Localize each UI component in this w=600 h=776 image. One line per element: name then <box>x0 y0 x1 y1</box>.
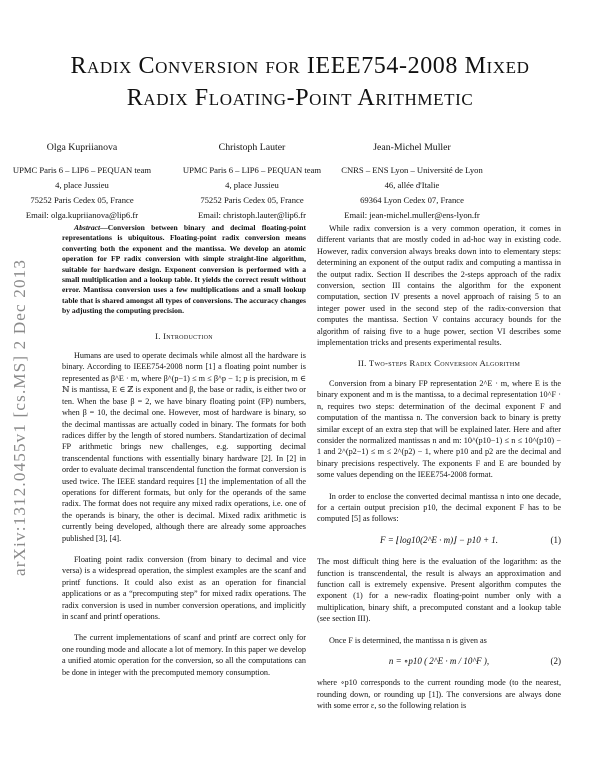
author-email: Email: olga.kupriianova@lip6.fr <box>25 210 139 220</box>
title-line-1: Radix Conversion for IEEE754-2008 Mixed <box>70 53 530 79</box>
author-affiliation: UPMC Paris 6 – LIP6 – PEQUAN team <box>182 165 322 175</box>
left-column <box>62 223 306 688</box>
abstract-text: —Conversion between binary and decimal floating-point representations is ubiquitous. Floating-point radix conversion means converting both the exponent and the mantissa. We develop an atomic operation for FP radix conversion with simple straight-line algorithm, suitable for hardware design. Exponent conversion is performed with a small multiplication and a lookup table. It yields the correct result without error. Mantissa conversion uses a few multiplications and a small lookup table that is shared amongst all types of conversions. The accuracy changes by adjusting the computing precision. <box>62 223 306 316</box>
arxiv-side-label: arXiv:1312.0455v1 [cs.MS] 2 Dec 2013 <box>10 258 29 576</box>
sec2-paragraph-1: Conversion from a binary FP representation 2^E · m, where E is the binary exponent and m is the mantissa, to a decimal representation 10^F · n, requires two steps: determination of the decimal exponent F and computation of the mantissa n. The conversion back to binary is pretty similar except of an extra step that will be explained later. Here and after consider the normalized mantissas n and m: 10^(p10−1) ≤ n ≤ 10^(p10) − 1 and 2^(p2−1) ≤ m ≤ 2^(p2) − 1, where p10 and p2 are the decimal and binary precisions respectively. The exponents F and E are bounded by some values depending on the IEEE754-2008 format. <box>317 378 561 480</box>
sec2-paragraph-3: The most difficult thing here is the evaluation of the logarithm: as the function is transcendental, the result is always an approximation and function call is extremely expensive. Present algorithm computes the exponent (1) for a new-radix floating-point number only with a multiplication, binary shift, a precomputed constant and a lookup table (see section III). <box>317 557 561 624</box>
author-name: Olga Kupriianova <box>46 142 118 153</box>
author-address-2: 75252 Paris Cedex 05, France <box>200 195 304 205</box>
author-address-1: 46, allée d'Italie <box>384 180 440 190</box>
author-name: Christoph Lauter <box>218 142 286 153</box>
sec2-paragraph-5: where ∘p10 corresponds to the current rounding mode (to the nearest, rounding down, or rounding up [1]). The conversions are always done with some error ε, so the following relation is <box>317 678 561 711</box>
author-address-1: 4, place Jussieu <box>225 180 279 190</box>
author-3 <box>332 140 492 223</box>
author-name: Jean-Michel Muller <box>373 142 451 153</box>
right-column <box>317 223 561 722</box>
section-heading-two-steps: II. Two-steps Radix Conversion Algorithm <box>357 358 521 369</box>
sec2-paragraph-4: Once F is determined, the mantissa n is given as <box>329 635 487 645</box>
sec2-paragraph-2: In order to enclose the converted decimal mantissa n into one decade, for a certain output precision p10, the decimal exponent F has to be computed [5] as follows: <box>317 491 561 524</box>
author-2 <box>172 140 332 223</box>
author-affiliation: CNRS – ENS Lyon – Université de Lyon <box>341 165 483 175</box>
equation-2 <box>317 656 561 667</box>
author-email: Email: jean-michel.muller@ens-lyon.fr <box>344 210 480 220</box>
author-email: Email: christoph.lauter@lip6.fr <box>198 210 306 220</box>
equation-1-body: F = ⌊log10(2^E · m)⌋ − p10 + 1. <box>379 534 499 545</box>
equation-1 <box>317 535 561 546</box>
equation-2-number: (2) <box>550 656 561 666</box>
intro-paragraph-2: Floating point radix conversion (from binary to decimal and vice versa) is a widespread operation, the simplest examples are the scanf and printf functions. It could also exist as an operation for financial applications or as a “precomputing step” for mixed radix operations. The radix conversion is used in number conversion operations, and implicitly in scanf and printf operations. <box>62 554 306 621</box>
author-address-1: 4, place Jussieu <box>55 180 109 190</box>
abstract-label: Abstract <box>74 223 101 232</box>
section-heading-introduction: I. Introduction <box>155 330 213 341</box>
equation-2-body: n = ∘p10 ( 2^E · m / 10^F ), <box>388 656 490 666</box>
title-line-2: Radix Floating-Point Arithmetic <box>126 85 474 111</box>
intro-paragraph-3: The current implementations of scanf and printf are correct only for one rounding mode and allocate a lot of memory. In this paper we develop a unified atomic operation for the conversion, so all the computations can be done in integer with the precomputed memory consumption. <box>62 633 306 677</box>
paper-title <box>0 50 600 114</box>
abstract <box>62 223 306 317</box>
author-address-2: 69364 Lyon Cedex 07, France <box>360 195 464 205</box>
intro-paragraph-1: Humans are used to operate decimals while almost all the hardware is binary. According to IEEE754-2008 norm [1] a floating point number is represented as β^E · m, where β^(p−1) ≤ m ≤ β^p − 1; p is precision, m ∈ ℕ is mantissa, E ∈ ℤ is exponent and β, the base or radix, is either two or ten. When the base β = 2, we have binary floating point (FP) numbers, when β = 10, the decimal one. However, most of hardware is binary, so the decimal mantissas are actually coded in binary. The formats for both radices differ by the length of stored numbers. Standartization of decimal FP arithmetic brings new challenges, e.g. supporting decimal transcendental functions with essentially binary hardware [2]. In [2] in order to evaluate decimal transcendental function the format conversion is used twice. The IEEE standard requires [1] the implementation of all the operations for different formats, but only for the operands of the same radix. The format does not require any mixed radix operations, i.e. one of the operands is binary, the other is decimal. Mixed radix arithmetic is currently being developed, although there are already some approaches published [3], [4]. <box>62 351 306 543</box>
author-1 <box>2 140 162 223</box>
author-address-2: 75252 Paris Cedex 05, France <box>30 195 134 205</box>
equation-1-number: (1) <box>550 534 561 545</box>
right-paragraph-1: While radix conversion is a very common operation, it comes in different variants that are mostly coded in ad-hoc way in existing code. However, radix conversion always breaks down into to elementary steps: determining an exponent of the output radix and computing a mantissa in the output radix. Section II describes the 2-steps approach of the radix conversion, section III contains the algorithm for the exponent computation, section IV presents a novel approach of raising 5 to an integer power used in the second step of the radix-conversion that computes the mantissa. Section V contains accuracy bounds for the algorithm of raising five to a huge power, section VI describes some implementation tricks and presents experimental results. <box>317 224 561 348</box>
author-affiliation: UPMC Paris 6 – LIP6 – PEQUAN team <box>12 165 152 175</box>
